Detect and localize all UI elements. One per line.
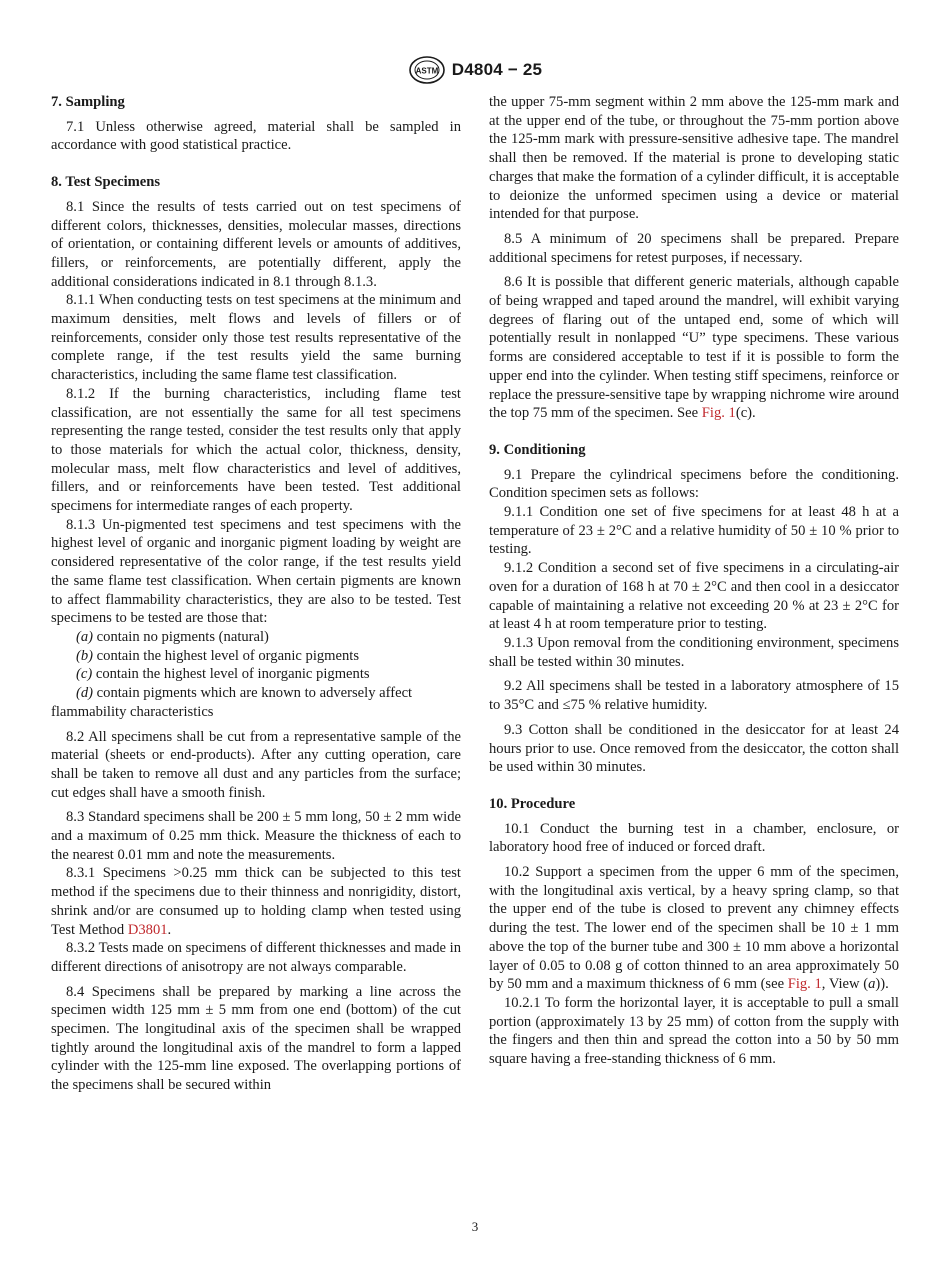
fig-1-view-a-link[interactable]: Fig. 1 [787, 976, 822, 993]
paragraph-9-1: 9.1 Prepare the cylindrical specimens before the conditioning. Condition specimen sets as follows: [489, 466, 899, 502]
paragraph-8-1-1: 8.1.1 When conducting tests on test specimens at the minimum and maximum densities, melt flows and levels of fillers or of reinforcements, consider only those test results representative of the complete range, if the test results yield the same burning characteristics, including the same flame test classification. [51, 292, 461, 384]
paragraph-8-3-1: 8.3.1 Specimens >0.25 mm thick can be subjected to this test method if the specimens due to their thinness and nonrigidity, distort, shrink and/or are consumed up to holding clamp when tested using Test Method D3801. [51, 865, 461, 938]
paragraph-10-2-1: 10.2.1 To form the horizontal layer, it is acceptable to pull a small portion (approximately 13 by 25 mm) of cotton from the supply with the fingers and then thin and spread the cotton into a 50 by 50 mm square having a free-standing thickness of 6 mm. [489, 994, 899, 1068]
paragraph-8-1-3: 8.1.3 Un-pigmented test specimens and test specimens with the highest level of organic and inorganic pigment loading by weight are considered representative of the color range, if the test results yield the same flame test classification. When certain pigments are known to affect flammability characteristics, they are also to be tested. Test specimens to be tested are those that: [51, 516, 461, 627]
list-item-d: (d) contain pigments which are known to adversely affect flammability characteristics [51, 685, 413, 720]
section-7-heading: 7. Sampling [51, 94, 125, 110]
paragraph-9-1-3: 9.1.3 Upon removal from the conditioning environment, specimens shall be tested within 30 minutes. [489, 634, 899, 670]
list-item-a: (a) contain no pigments (natural) [76, 628, 269, 645]
paragraph-8-2: 8.2 All specimens shall be cut from a representative sample of the material (sheets or end-products). After any cutting operation, care shall be taken to remove all dust and any particles from the surface; cut edges shall have a smooth finish. [51, 728, 461, 801]
logo-text: ASTM [415, 66, 439, 76]
paragraph-8-5: 8.5 A minimum of 20 specimens shall be prepared. Prepare additional specimens for retest purposes, if necessary. [489, 230, 899, 266]
standard-designation: D4804 − 25 [451, 59, 543, 79]
paragraph-8-3-2: 8.3.2 Tests made on specimens of different thicknesses and made in different directions of anisotropy are not always comparable. [51, 940, 461, 975]
d3801-link[interactable]: D3801 [127, 921, 168, 938]
fig-1-link[interactable]: Fig. 1 [701, 405, 736, 422]
list-item-c: (c) contain the highest level of inorganic pigments [76, 666, 370, 683]
paragraph-8-6: 8.6 It is possible that different generic materials, although capable of being wrapped and taped around the mandrel, will exhibit varying degrees of flaring out of the untaped end, some of which will potentially result in nonlapped “U” type specimens. These various forms are considered acceptable to test if it is possible to form the upper end into the cylinder. When testing stiff specimens, reinforce or replace the pressure-sensitive tape by wrapping nichrome wire around the top 75 mm of the specimen. See Fig. 1(c). [489, 274, 899, 422]
paragraph-8-1: 8.1 Since the results of tests carried out on test specimens of different colors, thicknesses, densities, molecular masses, directions of orientation, or containing different levels or amounts of additives, fillers, or reinforcements, are potentially different, apply the additional considerations indicated in 8.1 through 8.1.3. [51, 198, 461, 290]
paragraph-10-1: 10.1 Conduct the burning test in a chamber, enclosure, or laboratory hood free of induced or forced draft. [489, 820, 899, 856]
paragraph-9-3: 9.3 Cotton shall be conditioned in the desiccator for at least 24 hours prior to use. Once removed from the desiccator, the cotton shall be used within 30 minutes. [489, 721, 899, 776]
paragraph-8-3: 8.3 Standard specimens shall be 200 ± 5 mm long, 50 ± 2 mm wide and a maximum of 0.25 mm thick. Measure the thickness of each to the nearest 0.01 mm and note the measurements. [51, 809, 461, 863]
paragraph-8-4: 8.4 Specimens shall be prepared by marking a line across the specimen width 125 mm ± 5 mm from one end (bottom) of the cut specimen. The longitudinal axis of the specimen shall be wrapped tightly around the longitudinal axis of the mandrel to form a lapped cylinder with the 125-mm line exposed. The overlapping portions of the specimens shall be secured within [51, 983, 461, 1094]
paragraph-10-2: 10.2 Support a specimen from the upper 6 mm of the specimen, with the longitudinal axis vertical, by a heavy spring clamp, so that the upper end of the tube is closed to prevent any chimney effects during the test. The lower end of the specimen shall be 10 ± 1 mm above the top of the burner tube and 300 ± 10 mm above a horizontal layer of 0.05 to 0.08 g of cotton thinned to an area approximately 50 by 50 mm and a maximum thickness of 6 mm (see Fig. 1, View (a)). [489, 864, 899, 993]
list-item-b: (b) contain the highest level of organic pigments [76, 647, 360, 664]
section-9-heading: 9. Conditioning [489, 441, 586, 458]
paragraph-7-1: 7.1 Unless otherwise agreed, material shall be sampled in accordance with good statistical practice. [51, 118, 461, 154]
paragraph-9-1-2: 9.1.2 Condition a second set of five specimens in a circulating-air oven for a duration of 168 h at 70 ± 2°C and then cool in a desiccator capable of maintaining a relative not exceeding 20 % at 23 ± 2°C for at least 4 h at room temperature prior to testing. [489, 560, 899, 633]
paragraph-9-1-1: 9.1.1 Condition one set of five specimens for at least 48 h at a temperature of 23 ± 2°C and a relative humidity of 50 ± 10 % prior to testing. [489, 504, 899, 558]
right-column [489, 93, 899, 1069]
page-header [0, 55, 950, 85]
paragraph-9-2: 9.2 All specimens shall be tested in a laboratory atmosphere of 15 to 35°C and ≤75 % relative humidity. [489, 678, 899, 714]
page-number: 3 [471, 1219, 479, 1234]
paragraph-8-1-2: 8.1.2 If the burning characteristics, including flame test classification, are not essentially the same for all test specimens representing the range tested, consider the test results only that apply to those materials for which the actual color, thickness, density, molecular mass, melt flow characteristics and level of additives, fillers, and or reinforcements have been tested. Test additional specimens for intermediate ranges of each property. [51, 385, 461, 515]
astm-logo-icon [408, 55, 446, 85]
left-column [51, 93, 461, 1095]
section-10-heading: 10. Procedure [489, 795, 576, 812]
section-8-heading: 8. Test Specimens [51, 174, 161, 191]
paragraph-8-4-continued: the upper 75-mm segment within 2 mm above the 125-mm mark and at the upper end of the tube, or throughout the 75-mm portion above the 125-mm mark with pressure-sensitive adhesive tape. The mandrel shall then be removed. If the material is prone to developing static charges that make the formation of a cylinder difficult, it is acceptable to deionize the unformed specimen using a device or material intended for that purpose. [489, 94, 899, 223]
